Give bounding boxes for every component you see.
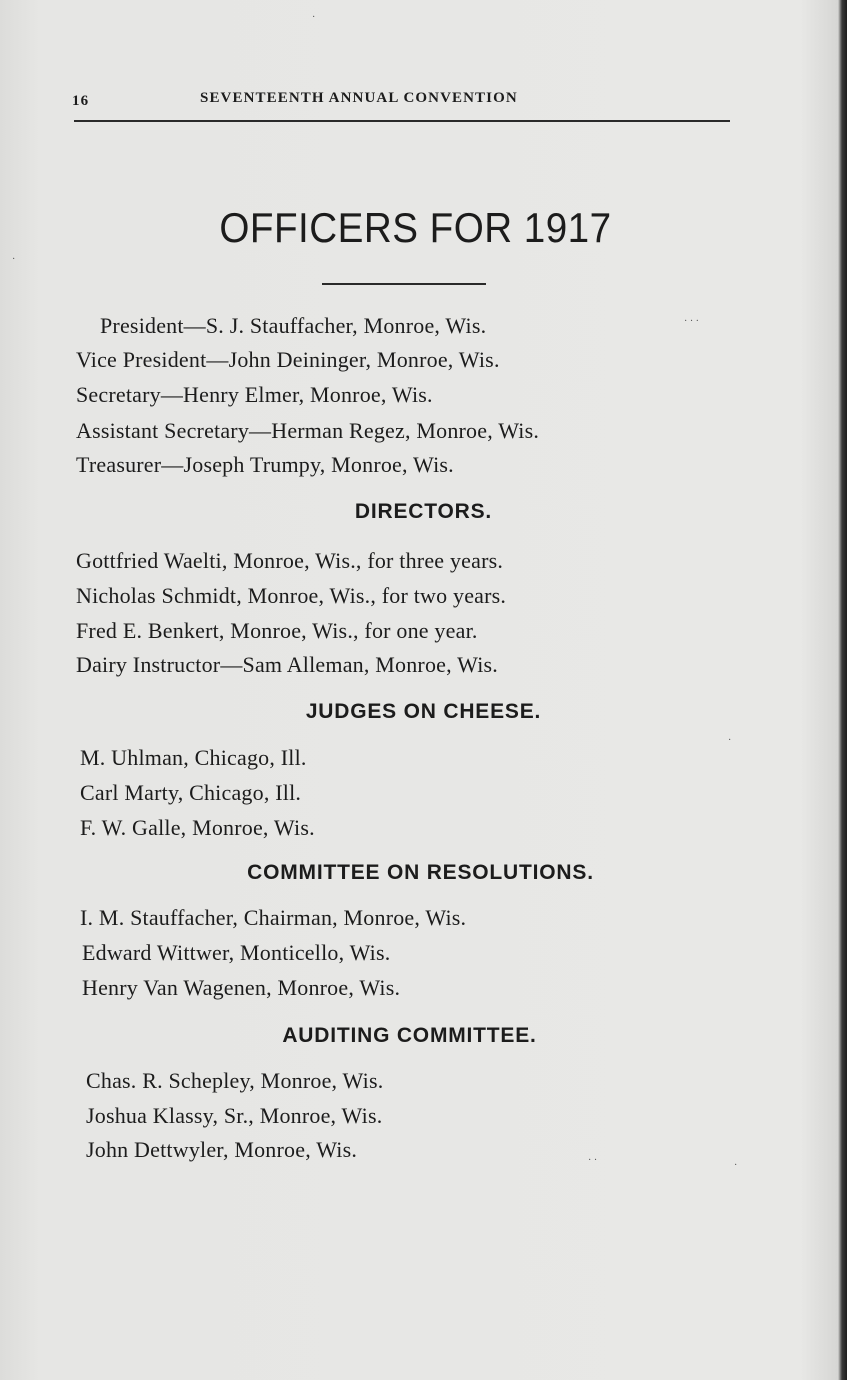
directors-heading: DIRECTORS.	[354, 500, 493, 523]
scan-speck: ·	[12, 254, 16, 265]
scan-speck: · ·	[588, 1155, 598, 1166]
officer-treasurer: Treasurer—Joseph Trumpy, Monroe, Wis.	[76, 452, 454, 477]
judge-item: F. W. Galle, Monroe, Wis.	[80, 815, 315, 840]
resolutions-item: Henry Van Wagenen, Monroe, Wis.	[82, 975, 401, 1000]
auditing-item: John Dettwyler, Monroe, Wis.	[86, 1137, 358, 1162]
scan-speck: ·	[728, 735, 732, 746]
resolutions-item: Edward Wittwer, Monticello, Wis.	[82, 940, 391, 965]
officer-secretary: Secretary—Henry Elmer, Monroe, Wis.	[76, 382, 433, 407]
director-item: Nicholas Schmidt, Monroe, Wis., for two years.	[76, 583, 507, 608]
officer-president: President—S. J. Stauffacher, Monroe, Wis.	[100, 313, 487, 338]
auditing-item: Chas. R. Schepley, Monroe, Wis.	[86, 1068, 384, 1093]
resolutions-item: I. M. Stauffacher, Chairman, Monroe, Wis.	[80, 905, 467, 930]
page-number: 16	[72, 93, 90, 109]
judges-heading: JUDGES ON CHEESE.	[305, 700, 542, 723]
director-item: Fred E. Benkert, Monroe, Wis., for one year.	[76, 618, 478, 643]
running-title: SEVENTEENTH ANNUAL CONVENTION	[200, 90, 518, 106]
scan-speck: ·	[734, 1160, 738, 1171]
director-item: Gottfried Waelti, Monroe, Wis., for three years.	[76, 548, 504, 573]
title-rule	[322, 283, 486, 285]
resolutions-heading: COMMITTEE ON RESOLUTIONS.	[247, 861, 594, 884]
auditing-heading: AUDITING COMMITTEE.	[282, 1024, 537, 1047]
running-head	[72, 90, 730, 110]
judge-item: M. Uhlman, Chicago, Ill.	[80, 745, 307, 770]
scan-speck: · · ·	[684, 316, 699, 327]
officer-assistant-secretary: Assistant Secretary—Herman Regez, Monroe, Wis.	[76, 418, 540, 443]
auditing-item: Joshua Klassy, Sr., Monroe, Wis.	[86, 1103, 383, 1128]
officer-vice-president: Vice President—John Deininger, Monroe, Wis.	[76, 347, 500, 372]
header-rule	[74, 120, 730, 122]
scan-speck: ·	[312, 12, 316, 23]
page-title: OFFICERS FOR 1917	[219, 204, 612, 251]
dairy-instructor: Dairy Instructor—Sam Alleman, Monroe, Wis.	[76, 652, 498, 677]
judge-item: Carl Marty, Chicago, Ill.	[80, 780, 302, 805]
